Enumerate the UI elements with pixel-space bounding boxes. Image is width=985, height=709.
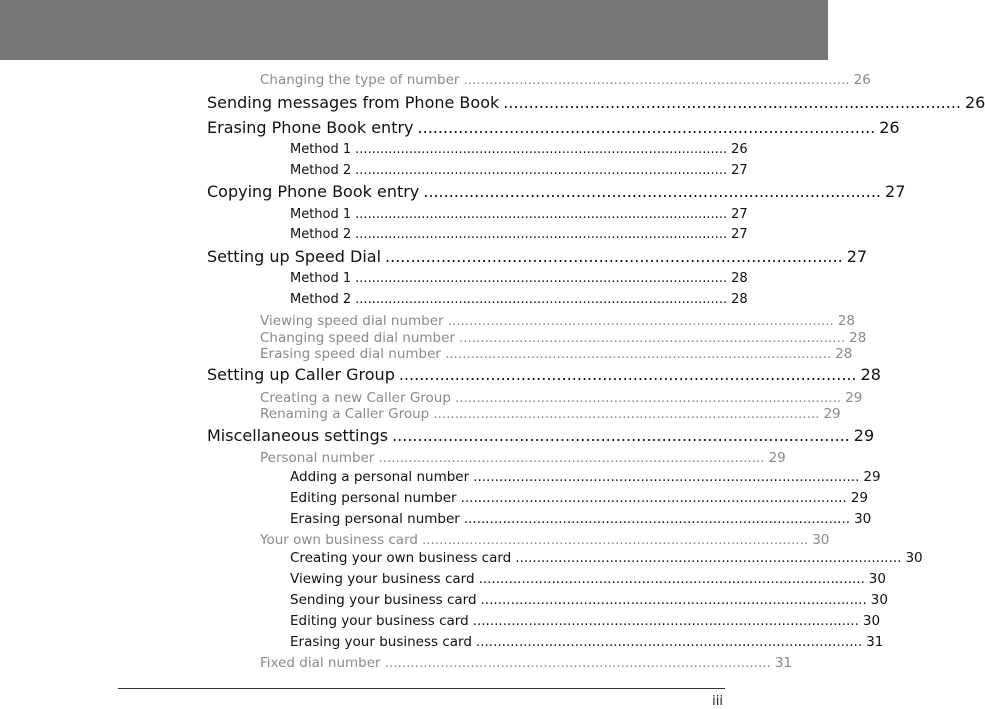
toc-entry-setting-up-caller-group[interactable] xyxy=(207,365,881,384)
toc-entry-label: Personal number xyxy=(260,450,375,466)
toc-entry-page: 31 xyxy=(866,634,884,650)
dot-leader: .......................................................................................... xyxy=(355,292,728,307)
toc-entry-setting-up-speed-dial[interactable] xyxy=(207,247,868,266)
toc-entry-label: Your own business card xyxy=(260,532,418,548)
toc-entry-method-1[interactable] xyxy=(290,142,748,157)
toc-entry-label: Method 1 xyxy=(290,207,352,222)
toc-entry-label: Miscellaneous settings xyxy=(207,426,389,445)
toc-entry-page: 29 xyxy=(823,406,841,422)
toc-entry-method-2[interactable] xyxy=(290,292,748,307)
toc-entry-page: 27 xyxy=(885,182,906,201)
dot-leader: .......................................................................................... xyxy=(417,118,876,137)
toc-entry-label: Method 1 xyxy=(290,271,352,286)
toc-entry-changing-type-of-number[interactable] xyxy=(260,72,871,88)
toc-entry-page: 30 xyxy=(868,571,886,587)
toc-entry-your-own-business-card[interactable] xyxy=(260,532,830,548)
dot-leader: .......................................................................................... xyxy=(355,271,728,286)
dot-leader: .......................................................................................... xyxy=(463,511,851,527)
dot-leader: .......................................................................................... xyxy=(480,592,867,608)
toc-entry-page: 29 xyxy=(853,426,875,445)
toc-entry-fixed-dial-number[interactable] xyxy=(260,655,793,671)
toc-entry-label: Changing the type of number xyxy=(260,72,460,88)
toc-entry-method-2[interactable] xyxy=(290,227,748,242)
toc-entry-page: 30 xyxy=(812,532,830,548)
toc-entry-viewing-speed-dial-number[interactable] xyxy=(260,313,856,329)
dot-leader: .......................................................................................... xyxy=(475,634,863,650)
toc-entry-label: Editing personal number xyxy=(290,490,457,506)
dot-leader: .......................................................................................... xyxy=(454,390,842,406)
footer-divider xyxy=(118,688,725,689)
toc-entry-label: Adding a personal number xyxy=(290,469,470,485)
dot-leader: .......................................................................................... xyxy=(355,227,728,242)
toc-entry-page: 27 xyxy=(731,207,748,222)
toc-entry-page: 27 xyxy=(731,163,748,178)
toc-entry-method-2[interactable] xyxy=(290,163,748,178)
toc-entry-label: Sending messages from Phone Book xyxy=(207,93,500,112)
toc-entry-page: 28 xyxy=(835,346,853,362)
toc-entry-adding-personal-number[interactable] xyxy=(290,469,881,485)
toc-entry-page: 31 xyxy=(774,655,793,671)
toc-entry-erasing-business-card[interactable] xyxy=(290,634,884,650)
toc-entry-label: Method 1 xyxy=(290,142,352,157)
dot-leader: .......................................................................................... xyxy=(423,182,882,201)
toc-entry-page: 28 xyxy=(731,292,748,307)
toc-entry-page: 26 xyxy=(964,93,985,112)
toc-entry-sending-messages[interactable] xyxy=(207,93,985,112)
dot-leader: .......................................................................................... xyxy=(515,550,902,566)
toc-entry-label: Setting up Caller Group xyxy=(207,365,395,384)
toc-entry-page: 29 xyxy=(850,490,868,506)
dot-leader: .......................................................................................... xyxy=(472,613,859,629)
toc-entry-changing-speed-dial-number[interactable] xyxy=(260,330,867,346)
toc-entry-erasing-personal-number[interactable] xyxy=(290,511,872,527)
footer-page-number: iii xyxy=(712,694,723,709)
toc-entry-label: Copying Phone Book entry xyxy=(207,182,420,201)
toc-entry-label: Method 2 xyxy=(290,227,352,242)
dot-leader: .......................................................................................... xyxy=(355,142,728,157)
dot-leader: .......................................................................................... xyxy=(384,655,771,671)
toc-entry-page: 28 xyxy=(731,271,748,286)
toc-entry-page: 28 xyxy=(860,365,881,384)
toc-entry-label: Viewing your business card xyxy=(290,571,475,587)
toc-entry-page: 27 xyxy=(846,247,868,266)
toc-entry-renaming-caller-group[interactable] xyxy=(260,406,841,422)
toc-entry-page: 30 xyxy=(870,592,888,608)
dot-leader: .......................................................................................... xyxy=(392,426,850,445)
toc-entry-page: 28 xyxy=(849,330,867,346)
toc-entry-label: Sending your business card xyxy=(290,592,477,608)
dot-leader: .......................................................................................... xyxy=(355,207,728,222)
toc-entry-page: 26 xyxy=(879,118,900,137)
toc-entry-page: 27 xyxy=(731,227,748,242)
dot-leader: .......................................................................................... xyxy=(444,346,832,362)
toc-entry-label: Creating a new Caller Group xyxy=(260,390,451,406)
toc-entry-label: Fixed dial number xyxy=(260,655,381,671)
toc-entry-miscellaneous-settings[interactable] xyxy=(207,426,875,445)
toc-entry-page: 26 xyxy=(731,142,748,157)
toc-entry-page: 30 xyxy=(862,613,881,629)
dot-leader: .......................................................................................... xyxy=(378,450,765,466)
dot-leader: .......................................................................................... xyxy=(478,571,865,587)
toc-entry-page: 26 xyxy=(853,72,871,88)
dot-leader: .......................................................................................... xyxy=(421,532,809,548)
toc-entry-label: Editing your business card xyxy=(290,613,469,629)
toc-entry-page: 28 xyxy=(837,313,856,329)
toc-entry-label: Erasing personal number xyxy=(290,511,460,527)
toc-entry-label: Erasing your business card xyxy=(290,634,472,650)
toc-entry-sending-business-card[interactable] xyxy=(290,592,888,608)
toc-entry-label: Changing speed dial number xyxy=(260,330,455,346)
toc-entry-method-1[interactable] xyxy=(290,207,748,222)
toc-entry-label: Setting up Speed Dial xyxy=(207,247,382,266)
dot-leader: .......................................................................................... xyxy=(503,93,961,112)
toc-entry-erasing-phone-book-entry[interactable] xyxy=(207,118,900,137)
toc-entry-creating-business-card[interactable] xyxy=(290,550,923,566)
dot-leader: .......................................................................................... xyxy=(447,313,834,329)
toc-entry-personal-number[interactable] xyxy=(260,450,786,466)
toc-entry-page: 29 xyxy=(863,469,881,485)
dot-leader: .......................................................................................... xyxy=(398,365,857,384)
dot-leader: .......................................................................................... xyxy=(460,490,847,506)
toc-entry-label: Creating your own business card xyxy=(290,550,512,566)
toc-entry-method-1[interactable] xyxy=(290,271,748,286)
toc-entry-copying-phone-book-entry[interactable] xyxy=(207,182,906,201)
toc-entry-label: Viewing speed dial number xyxy=(260,313,444,329)
toc-entry-label: Erasing Phone Book entry xyxy=(207,118,414,137)
toc-entry-label: Method 2 xyxy=(290,292,352,307)
toc-entry-viewing-business-card[interactable] xyxy=(290,571,886,587)
toc-entry-label: Erasing speed dial number xyxy=(260,346,441,362)
toc-entry-editing-personal-number[interactable] xyxy=(290,490,868,506)
dot-leader: .......................................................................................... xyxy=(458,330,846,346)
dot-leader: .......................................................................................... xyxy=(385,247,843,266)
toc-entry-label: Method 2 xyxy=(290,163,352,178)
toc-entry-page: 29 xyxy=(768,450,786,466)
toc-entry-page: 30 xyxy=(854,511,872,527)
toc-entry-label: Renaming a Caller Group xyxy=(260,406,430,422)
toc-entry-creating-new-caller-group[interactable] xyxy=(260,390,863,406)
toc-entry-page: 29 xyxy=(845,390,863,406)
toc-entry-erasing-speed-dial-number[interactable] xyxy=(260,346,853,362)
dot-leader: .......................................................................................... xyxy=(355,163,728,178)
dot-leader: .......................................................................................... xyxy=(433,406,820,422)
dot-leader: .......................................................................................... xyxy=(473,469,860,485)
toc-entry-page: 30 xyxy=(905,550,923,566)
toc-entry-editing-business-card[interactable] xyxy=(290,613,881,629)
dot-leader: .......................................................................................... xyxy=(463,72,850,88)
